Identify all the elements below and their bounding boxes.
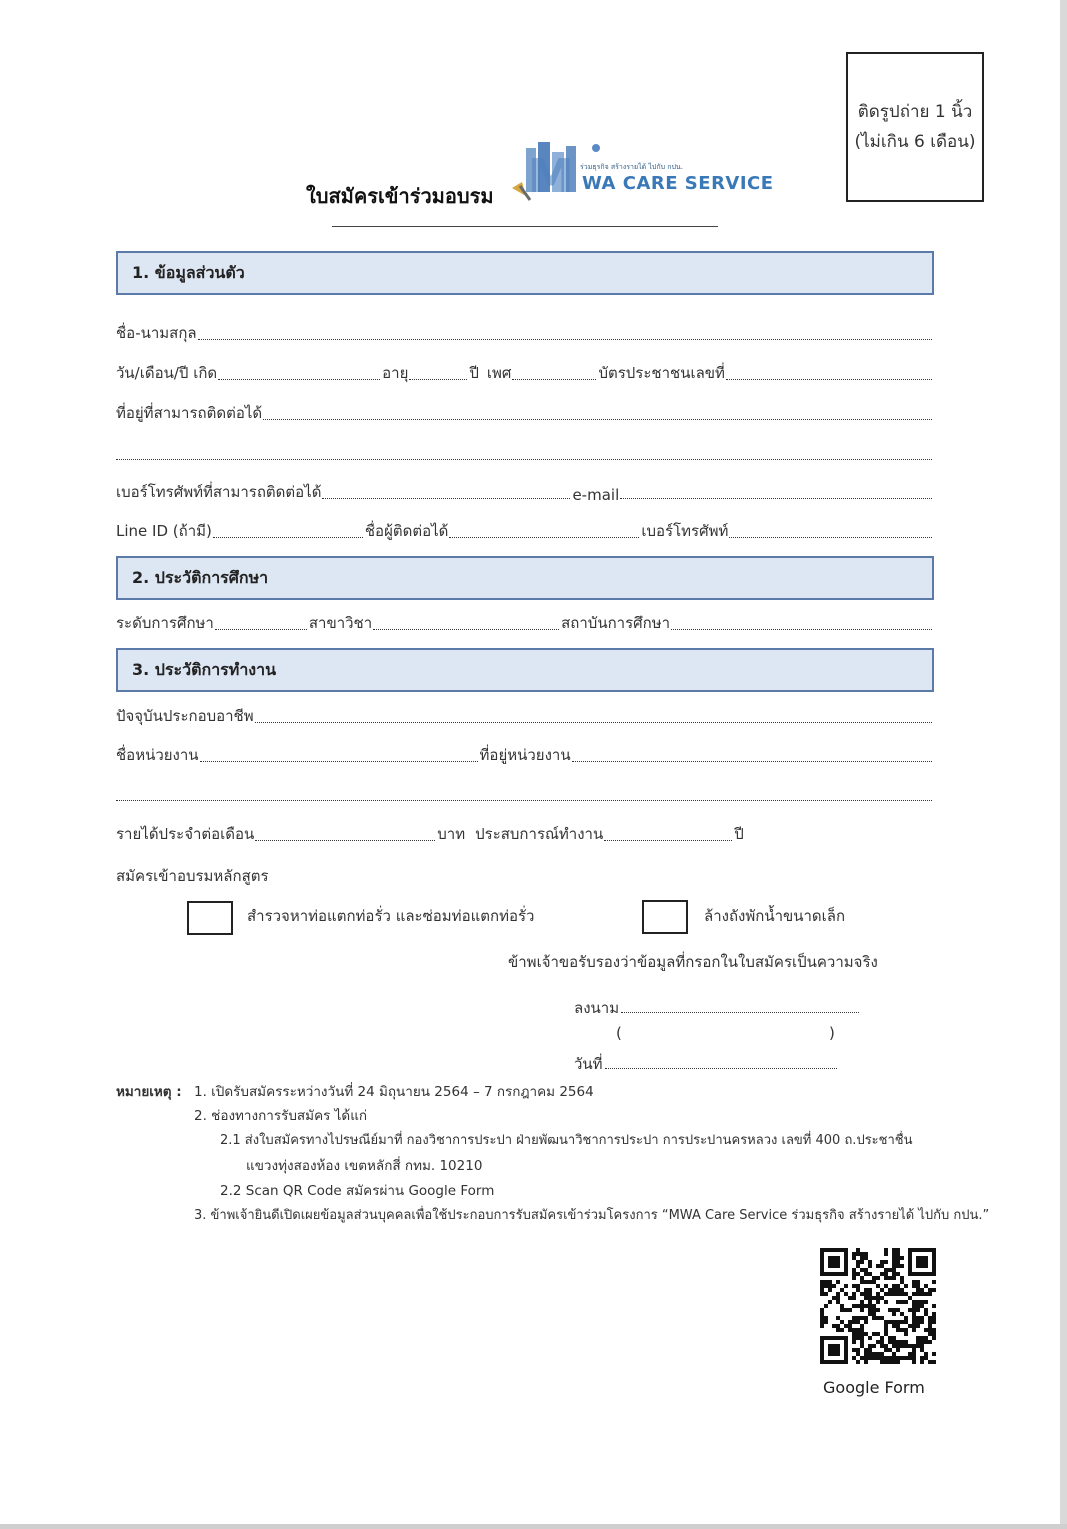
signature-row [574, 996, 859, 1020]
age-unit: ปี [469, 364, 479, 382]
education-row [116, 611, 934, 635]
email-field[interactable] [620, 498, 932, 499]
organization-row [116, 743, 934, 767]
contact-row [116, 480, 934, 504]
address-label: ที่อยู่ที่สามารถติดต่อได้ [116, 404, 263, 422]
page-edge-bottom [0, 1524, 1067, 1529]
address-row [116, 401, 934, 425]
photo-box-line1: ติดรูปถ่าย 1 นิ้ว [857, 102, 973, 122]
mwa-logo [512, 138, 774, 208]
phone-label: เบอร์โทรศัพท์ที่สามารถติดต่อได้ [116, 483, 322, 501]
institution-field[interactable] [671, 629, 932, 630]
photo-placeholder-box [846, 52, 984, 202]
form-title: ใบสมัครเข้าร่วมอบรม [306, 184, 494, 208]
name-label: ชื่อ-นามสกุล [116, 324, 197, 342]
notes-label: หมายเหตุ : [116, 1084, 182, 1100]
course-option2-label: ล้างถังพักน้ำขนาดเล็ก [704, 907, 846, 925]
address-row-2 [116, 441, 934, 465]
experience-field[interactable] [604, 840, 732, 841]
institution-label: สถาบันการศึกษา [561, 614, 671, 632]
experience-unit: ปี [734, 825, 744, 843]
sex-field[interactable] [512, 379, 596, 380]
org-address-field-2[interactable] [116, 800, 932, 801]
date-row [574, 1052, 837, 1076]
certification-statement: ข้าพเจ้าขอรับรองว่าข้อมูลที่กรอกในใบสมัครเป็นความจริง [508, 953, 878, 971]
note-item-2-2: 2.2 Scan QR Code สมัครผ่าน Google Form [220, 1183, 495, 1199]
org-address-field[interactable] [572, 761, 932, 762]
signature-name-close: ) [829, 1024, 835, 1042]
major-label: สาขาวิชา [308, 614, 373, 632]
income-row [116, 822, 766, 846]
sex-label: เพศ [486, 364, 512, 382]
course-option1-checkbox[interactable] [187, 901, 233, 935]
line-id-field[interactable] [213, 537, 363, 538]
note-item-3: 3. ข้าพเจ้ายินดีเปิดเผยข้อมูลส่วนบุคคลเพื่อใช้ประกอบการรับสมัครเข้าร่วมโครงการ “MWA Care Service ร่วมธุรกิจ สร้างรายได้ ไปกับ กปน.” [194, 1208, 990, 1223]
name-row [116, 321, 934, 345]
email-label: e-mail [572, 486, 620, 504]
address-field-2[interactable] [116, 459, 932, 460]
age-field[interactable] [409, 379, 467, 380]
occupation-label: ปัจจุบันประกอบอาชีพ [116, 707, 254, 725]
birthdate-field[interactable] [218, 379, 380, 380]
income-field[interactable] [255, 840, 435, 841]
education-level-field[interactable] [215, 629, 307, 630]
logo-tagline: ร่วมธุรกิจ สร้างรายได้ ไปกับ กปน. [580, 163, 683, 171]
note-item-2-1: 2.1 ส่งใบสมัครทางไปรษณีย์มาที่ กองวิชาการประปา ฝ่ายพัฒนาวิชาการประปา การประปานครหลวง เลขที่ 400 ถ.ประชาชื่น [220, 1133, 913, 1148]
birthdate-label: วัน/เดือน/ปี เกิด [116, 364, 218, 382]
contact-phone-label: เบอร์โทรศัพท์ [641, 522, 729, 540]
experience-label: ประสบการณ์ทำงาน [475, 825, 604, 843]
id-card-field[interactable] [726, 379, 932, 380]
qr-caption: Google Form [823, 1378, 925, 1397]
id-card-label: บัตรประชาชนเลขที่ [598, 364, 725, 382]
signature-name-open: ( [616, 1024, 622, 1042]
course-option1-label: สำรวจหาท่อแตกท่อรั่ว และซ่อมท่อแตกท่อรั่ว [247, 907, 535, 925]
section-header-work: 3. ประวัติการทำงาน [116, 648, 934, 692]
course-option2-checkbox[interactable] [642, 900, 688, 934]
section-header-education: 2. ประวัติการศึกษา [116, 556, 934, 600]
title-underline [332, 226, 718, 227]
birth-row [116, 361, 934, 385]
income-label: รายได้ประจำต่อเดือน [116, 825, 255, 843]
contact-name-label: ชื่อผู้ติดต่อได้ [364, 522, 449, 540]
major-field[interactable] [373, 629, 559, 630]
org-address-label: ที่อยู่หน่วยงาน [479, 746, 571, 764]
name-field[interactable] [198, 339, 932, 340]
signature-label: ลงนาม [574, 999, 620, 1017]
occupation-row [116, 704, 934, 728]
date-field[interactable] [605, 1068, 837, 1069]
address-field[interactable] [263, 419, 932, 420]
contact-phone-field[interactable] [729, 537, 932, 538]
note-item-1: 1. เปิดรับสมัครระหว่างวันที่ 24 มิถุนายน 2564 – 7 กรกฎาคม 2564 [194, 1084, 594, 1100]
note-item-2-1-cont: แขวงทุ่งสองห้อง เขตหลักสี่ กทม. 10210 [246, 1158, 483, 1174]
contact-name-field[interactable] [449, 537, 639, 538]
phone-field[interactable] [322, 498, 570, 499]
occupation-field[interactable] [255, 722, 932, 723]
course-label: สมัครเข้าอบรมหลักสูตร [116, 867, 269, 885]
line-id-label: Line ID (ถ้ามี) [116, 522, 212, 540]
note-item-2: 2. ช่องทางการรับสมัคร ได้แก่ [194, 1108, 368, 1124]
page-edge-right [1060, 0, 1067, 1529]
section-header-personal: 1. ข้อมูลส่วนตัว [116, 251, 934, 295]
organization-row-2 [116, 782, 934, 806]
logo-letter: M [528, 149, 574, 203]
education-level-label: ระดับการศึกษา [116, 614, 214, 632]
logo-name: WA CARE SERVICE [582, 173, 774, 194]
org-name-field[interactable] [200, 761, 478, 762]
org-name-label: ชื่อหน่วยงาน [116, 746, 199, 764]
signature-field[interactable] [621, 1012, 859, 1013]
age-label: อายุ [382, 364, 409, 382]
qr-code[interactable] [820, 1248, 936, 1364]
photo-box-line2: (ไม่เกิน 6 เดือน) [854, 132, 976, 152]
date-label: วันที่ [574, 1055, 603, 1073]
currency-label: บาท [437, 825, 466, 843]
line-id-row [116, 519, 934, 543]
